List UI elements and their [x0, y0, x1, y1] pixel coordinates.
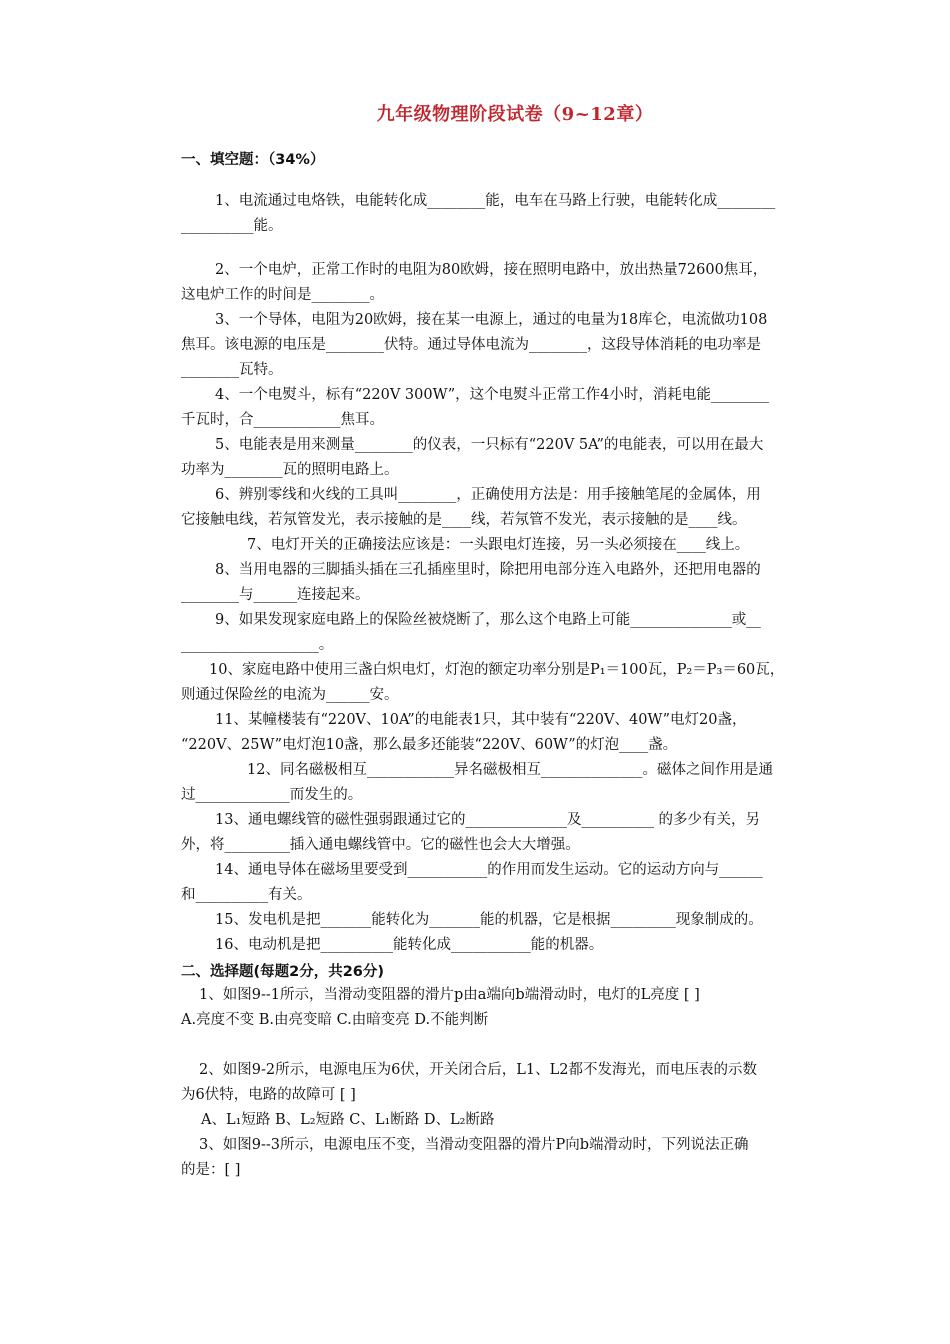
- question-line: 5、电能表是用来测量________的仪表，一只标有“220V 5A”的电能表，可以用在最大: [215, 437, 764, 453]
- question-line: ________瓦特。: [181, 362, 283, 378]
- page-title: 九年级物理阶段试卷（9~12章）: [376, 104, 654, 125]
- question-line: ___________________。: [181, 637, 334, 653]
- question-line: 3、一个导体，电阻为20欧姆，接在某一电源上，通过的电量为18库仑，电流做功108: [215, 312, 768, 328]
- choice-line: 2、如图9-2所示，电源电压为6伏，开关闭合后，L1、L2都不发海光，而电压表的示数: [199, 1062, 758, 1078]
- choice-line: 1、如图9--1所示，当滑动变阻器的滑片p由a端向b端滑动时，电灯的L亮度 [ ]: [199, 987, 700, 1003]
- question-line: 4、一个电熨斗，标有“220V 300W”，这个电熨斗正常工作4小时，消耗电能________: [215, 387, 769, 403]
- question-line: 千瓦时，合____________焦耳。: [181, 412, 384, 428]
- question-line: 1、电流通过电烙铁，电能转化成________能，电车在马路上行驶，电能转化成________: [215, 193, 776, 209]
- question-line: 14、通电导体在磁场里要受到___________的作用而发生运动。它的运动方向与______: [215, 862, 763, 878]
- question-line: 8、当用电器的三脚插头插在三孔插座里时，除把用电部分连入电路外，还把用电器的: [215, 562, 761, 578]
- choice-line: 的是：[ ]: [181, 1162, 241, 1178]
- choice-options: A、L₁短路 B、L₂短路 C、L₁断路 D、L₂断路: [201, 1112, 495, 1128]
- question-line: “220V、25W”电灯泡10盏，那么最多还能装“220V、60W”的灯泡____盏。: [181, 737, 678, 753]
- question-line: 功率为________瓦的照明电路上。: [181, 462, 399, 478]
- question-line: 13、通电螺线管的磁性强弱跟通过它的______________及__________ 的多少有关，另: [215, 812, 761, 828]
- question-line: 和__________有关。: [181, 887, 312, 903]
- choice-line: 为6伏特，电路的故障可 [ ]: [181, 1087, 356, 1103]
- choice-options: A.亮度不变 B.由亮变暗 C.由暗变亮 D.不能判断: [181, 1012, 489, 1028]
- question-line: 16、电动机是把__________能转化成___________能的机器。: [215, 937, 604, 953]
- question-line: 12、同名磁极相互____________异名磁极相互______________。磁体之间作用是通: [247, 762, 773, 778]
- question-line: 外，将_________插入通电螺线管中。它的磁性也会大大增强。: [181, 837, 580, 853]
- question-line: ________与______连接起来。: [181, 587, 370, 603]
- question-line: 它接触电线，若氖管发光，表示接触的是____线，若氖管不发光，表示接触的是____线。: [181, 512, 747, 528]
- section-heading-fill-in: 一、填空题：（34%）: [181, 152, 325, 168]
- question-line: 10、家庭电路中使用三盏白炽电灯，灯泡的额定功率分别是P₁＝100瓦，P₂＝P₃＝60瓦，: [209, 662, 785, 678]
- question-line: 15、发电机是把_______能转化为_______能的机器，它是根据_________现象制成的。: [215, 912, 763, 928]
- question-line: 2、一个电炉，正常工作时的电阻为80欧姆，接在照明电路中，放出热量72600焦耳，: [215, 262, 768, 278]
- question-line: 过_____________而发生的。: [181, 787, 363, 803]
- question-line: 焦耳。该电源的电压是________伏特。通过导体电流为________，这段导体消耗的电功率是: [181, 337, 761, 353]
- question-line: 则通过保险丝的电流为______安。: [181, 687, 399, 703]
- question-line: __________能。: [181, 218, 283, 234]
- question-line: 7、电灯开关的正确接法应该是：一头跟电灯连接，另一头必须接在____线上。: [247, 537, 750, 553]
- question-line: 11、某幢楼装有“220V、10A”的电能表1只，其中装有“220V、40W”电灯20盏，: [215, 712, 747, 728]
- question-line: 这电炉工作的时间是________。: [181, 287, 384, 303]
- question-line: 6、辨别零线和火线的工具叫________，正确使用方法是：用手接触笔尾的金属体，用: [215, 487, 761, 503]
- question-line: 9、如果发现家庭电路上的保险丝被烧断了，那么这个电路上可能______________或__: [215, 612, 761, 628]
- section-heading-choice: 二、选择题(每题2分，共26分): [181, 964, 385, 980]
- choice-line: 3、如图9--3所示，电源电压不变，当滑动变阻器的滑片P向b端滑动时，下列说法正确: [199, 1137, 749, 1153]
